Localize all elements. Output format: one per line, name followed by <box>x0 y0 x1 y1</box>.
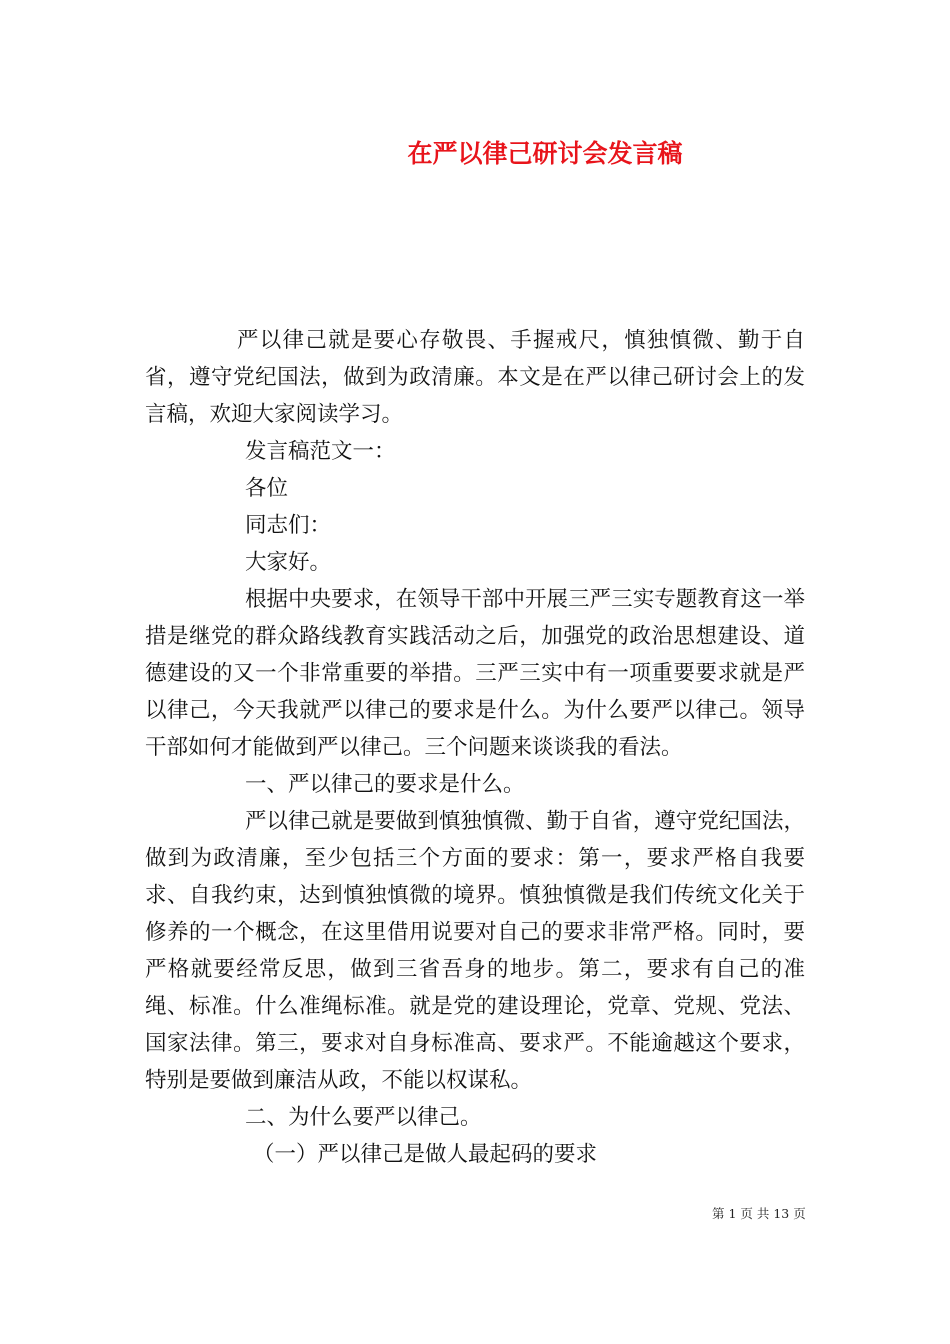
paragraph: 同志们： <box>245 513 332 538</box>
document-title: 在严以律己研讨会发言稿 <box>407 139 683 168</box>
subsection-heading: （一）严以律己是做人最起码的要求 <box>253 1142 598 1167</box>
paragraph: 根据中央要求，在领导干部中开展三严三实专题教育这一举措是继党的群众路线教育实践活动之后，加强党的政治思想建设、道德建设的又一个非常重要的举措。三严三实中有一项重要要求就是严以律己，今天我就严以律己的要求是什么。为什么要严以律己。领导干部如何才能做到严以律己。三个问题来谈谈我的看法。 <box>145 587 805 760</box>
section-heading: 二、为什么要严以律己。 <box>245 1105 482 1130</box>
section-heading: 一、严以律己的要求是什么。 <box>245 772 525 797</box>
paragraph: 严以律己就是要心存敬畏、手握戒尺，慎独慎微、勤于自省，遵守党纪国法，做到为政清廉。本文是在严以律己研讨会上的发言稿，欢迎大家阅读学习。 <box>145 328 805 427</box>
paragraph: 各位 <box>245 476 289 501</box>
page-footer: 第 1 页 共 13 页 <box>712 1206 806 1221</box>
paragraph: 发言稿范文一： <box>245 439 396 464</box>
paragraph: 大家好。 <box>245 550 332 575</box>
paragraph: 严以律己就是要做到慎独慎微、勤于自省，遵守党纪国法，做到为政清廉，至少包括三个方面的要求：第一，要求严格自我要求、自我约束，达到慎独慎微的境界。慎独慎微是我们传统文化关于修养的一个概念，在这里借用说要对自己的要求非常严格。同时，要严格就要经常反思，做到三省吾身的地步。第二，要求有自己的准绳、标准。什么准绳标准。就是党的建设理论，党章、党规、党法、国家法律。第三，要求对自身标准高、要求严。不能逾越这个要求，特别是要做到廉洁从政，不能以权谋私。 <box>145 809 805 1093</box>
document-body <box>145 322 805 1173</box>
